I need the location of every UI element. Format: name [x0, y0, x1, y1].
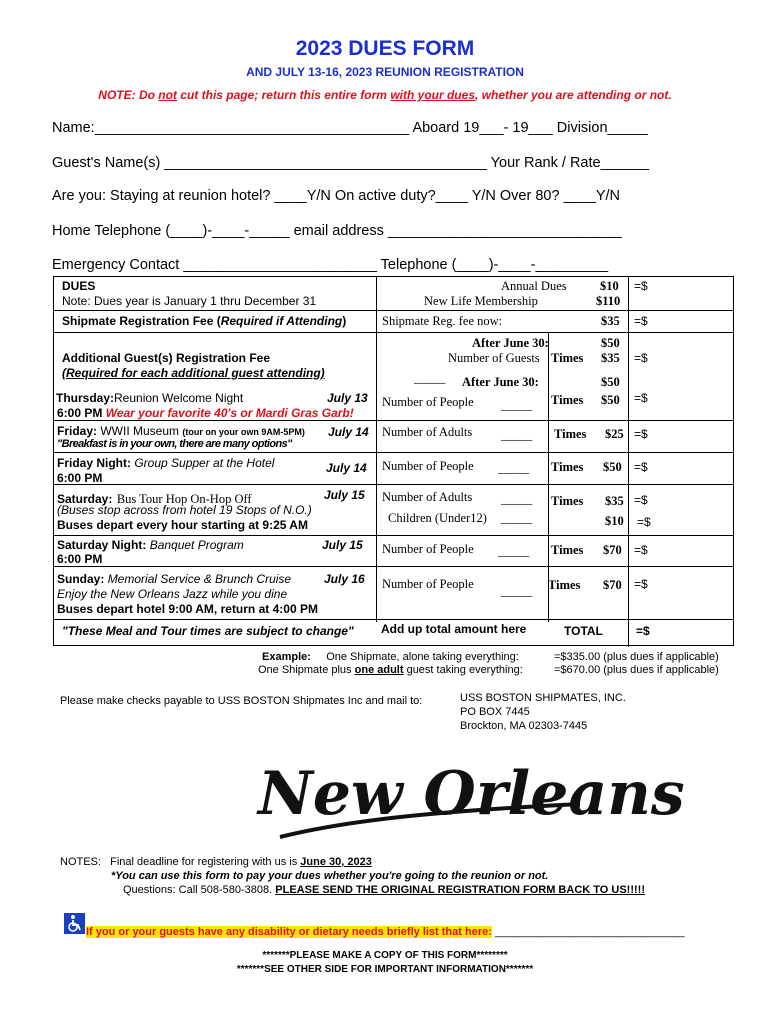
saturday-night-times: Times: [551, 543, 584, 557]
saturday-night-desc: Number of People: [382, 542, 474, 556]
thursday-blank[interactable]: _____: [501, 398, 533, 412]
saturday-night-time: 6:00 PM: [57, 552, 103, 566]
emergency-contact-field[interactable]: Emergency Contact ________________________ Telephone (____)-____-_________: [52, 257, 609, 273]
guest-price-late-2: $50: [601, 375, 620, 389]
friday-museum-date: July 14: [328, 425, 369, 439]
new-life-membership: New Life Membership: [424, 294, 538, 308]
sunday-event: Sunday: Memorial Service & Brunch Cruise: [57, 572, 292, 586]
shipmate-fee-total[interactable]: =$: [634, 314, 648, 328]
footer-line1: *******PLEASE MAKE A COPY OF THIS FORM********: [262, 950, 508, 961]
thursday-total[interactable]: =$: [634, 391, 648, 405]
page-subtitle: AND JULY 13-16, 2023 REUNION REGISTRATION: [246, 65, 524, 79]
sunday-total[interactable]: =$: [634, 577, 648, 591]
friday-museum-blank[interactable]: _____: [501, 428, 533, 442]
wheelchair-icon: [64, 913, 85, 934]
thursday-price: $50: [601, 393, 620, 407]
add-total-label: Add up total amount here: [381, 622, 527, 636]
shipmate-fee-label: Shipmate Registration Fee (Required if Attending): [62, 314, 347, 328]
guest-number-label: Number of Guests: [448, 351, 540, 365]
saturday-night-blank[interactable]: _____: [498, 544, 530, 558]
saturday-line2: (Buses stop across from hotel 19 Stops of N.O.): [57, 503, 312, 517]
guest-total[interactable]: =$: [634, 351, 648, 365]
address-line3: Brockton, MA 02303-7445: [460, 720, 588, 732]
saturday-night-date: July 15: [322, 538, 363, 552]
dues-price-annual: $10: [600, 279, 619, 293]
sunday-date: July 16: [324, 572, 365, 586]
dues-price-life: $110: [596, 294, 621, 308]
saturday-adults-blank[interactable]: _____: [501, 492, 533, 506]
registration-table: [53, 276, 734, 646]
saturday-night-price: $70: [603, 543, 622, 557]
dues-label: DUES: [62, 279, 96, 293]
shipmate-fee-price: $35: [601, 314, 620, 328]
friday-night-event: Friday Night: Group Supper at the Hotel: [57, 456, 275, 470]
friday-museum-price: $25: [605, 427, 624, 441]
saturday-date: July 15: [324, 488, 365, 502]
friday-museum-total[interactable]: =$: [634, 427, 648, 441]
grand-total[interactable]: =$: [636, 624, 650, 638]
staying-field[interactable]: Are you: Staying at reunion hotel? ____Y/N On active duty?____ Y/N Over 80? ____Y/N: [52, 188, 621, 204]
guest-after-june-2: After June 30:: [462, 375, 539, 389]
sunday-line2: Enjoy the New Orleans Jazz while you dine: [57, 587, 288, 601]
saturday-event: Saturday: Bus Tour Hop On-Hop Off: [57, 492, 252, 506]
dues-total[interactable]: =$: [634, 279, 648, 293]
saturday-adults-desc: Number of Adults: [382, 490, 473, 504]
saturday-times: Times: [551, 494, 584, 508]
address-line2: PO BOX 7445: [460, 706, 530, 718]
guest-after-june-label: After June 30:: [472, 336, 549, 350]
shipmate-fee-desc: Shipmate Reg. fee now:: [382, 314, 503, 328]
friday-night-desc: Number of People: [382, 459, 474, 473]
friday-night-times: Times: [551, 460, 584, 474]
guest-price: $35: [601, 351, 620, 365]
name-field[interactable]: Name:_______________________________________ Aboard 19___- 19___ Division_____: [52, 120, 648, 136]
saturday-adult-total[interactable]: =$: [634, 493, 648, 507]
header-note: NOTE: Do not cut this page; return this entire form with your dues, whether you are attending or not.: [98, 88, 672, 102]
payable-note: Please make checks payable to USS BOSTON Shipmates Inc and mail to:: [60, 695, 423, 707]
friday-museum-event: Friday: WWII Museum (tour on your own 9AM-5PM): [57, 424, 305, 438]
notes-pay: *You can use this form to pay your dues whether you're going to the reunion or not.: [111, 870, 549, 882]
thursday-desc: Number of People: [382, 395, 474, 409]
friday-museum-times: Times: [554, 427, 587, 441]
saturday-children-blank[interactable]: _____: [501, 511, 533, 525]
thursday-date: July 13: [327, 391, 368, 405]
friday-museum-desc: Number of Adults: [382, 425, 473, 439]
annual-dues: Annual Dues: [501, 279, 567, 293]
sunday-price: $70: [603, 578, 622, 592]
saturday-night-total[interactable]: =$: [634, 543, 648, 557]
saturday-child-total[interactable]: =$: [637, 515, 651, 529]
friday-museum-note: "Breakfast is in your own, there are many options": [57, 438, 292, 450]
saturday-line3: Buses depart every hour starting at 9:25 AM: [57, 518, 308, 532]
guest-fee-sub: (Required for each additional guest attending): [62, 366, 325, 380]
total-label: TOTAL: [564, 624, 603, 638]
saturday-price-child: $10: [605, 514, 624, 528]
example-line2: One Shipmate plus one adult guest taking everything:: [258, 664, 523, 676]
friday-night-date: July 14: [326, 461, 367, 475]
notes-questions: Questions: Call 508-580-3808. PLEASE SEND THE ORIGINAL REGISTRATION FORM BACK TO US!!!!!: [123, 884, 645, 896]
phone-email-field[interactable]: Home Telephone (____)-____-_____ email address _____________________________: [52, 223, 622, 239]
new-orleans-logo-text: New Orleans: [258, 759, 685, 829]
example-value2: =$670.00 (plus dues if applicable): [554, 664, 719, 676]
saturday-price-adult: $35: [605, 494, 624, 508]
sunday-line3: Buses depart hotel 9:00 AM, return at 4:00 PM: [57, 602, 318, 616]
friday-night-total[interactable]: =$: [634, 460, 648, 474]
address-line1: USS BOSTON SHIPMATES, INC.: [460, 692, 626, 704]
guest-price-late: $50: [601, 336, 620, 350]
guest-fee-label: Additional Guest(s) Registration Fee: [62, 351, 271, 365]
friday-night-time: 6:00 PM: [57, 471, 103, 485]
example-line1: Example: One Shipmate, alone taking everything:: [262, 651, 519, 663]
sunday-blank[interactable]: _____: [501, 584, 533, 598]
friday-night-price: $50: [603, 460, 622, 474]
sunday-desc: Number of People: [382, 577, 474, 591]
disability-line[interactable]: If you or your guests have any disability or dietary needs briefly list that here: _______________________________: [86, 926, 685, 938]
dues-note: Note: Dues year is January 1 thru December 31: [62, 294, 317, 308]
sunday-times: Times: [548, 578, 581, 592]
subject-to-change: "These Meal and Tour times are subject to change": [62, 624, 354, 638]
saturday-night-event: Saturday Night: Banquet Program: [57, 538, 244, 552]
footer-line2: *******SEE OTHER SIDE FOR IMPORTANT INFORMATION*******: [236, 964, 534, 975]
guest-times: Times: [551, 351, 584, 365]
thursday-time: 6:00 PM Wear your favorite 40's or Mardi Gras Garb!: [57, 406, 354, 420]
saturday-children-desc: Children (Under12): [388, 511, 487, 525]
page-title: 2023 DUES FORM: [295, 37, 475, 60]
guest-name-field[interactable]: Guest's Name(s) ________________________________________ Your Rank / Rate______: [52, 155, 649, 171]
friday-night-blank[interactable]: _____: [498, 461, 530, 475]
notes-deadline: NOTES: Final deadline for registering with us is June 30, 2023: [60, 856, 372, 868]
thursday-event: Thursday:Reunion Welcome Night: [56, 391, 244, 405]
new-orleans-logo: [250, 742, 685, 852]
thursday-times: Times: [551, 393, 584, 407]
example-value1: =$335.00 (plus dues if applicable): [554, 651, 719, 663]
guest-count-blank[interactable]: _____: [414, 371, 446, 385]
